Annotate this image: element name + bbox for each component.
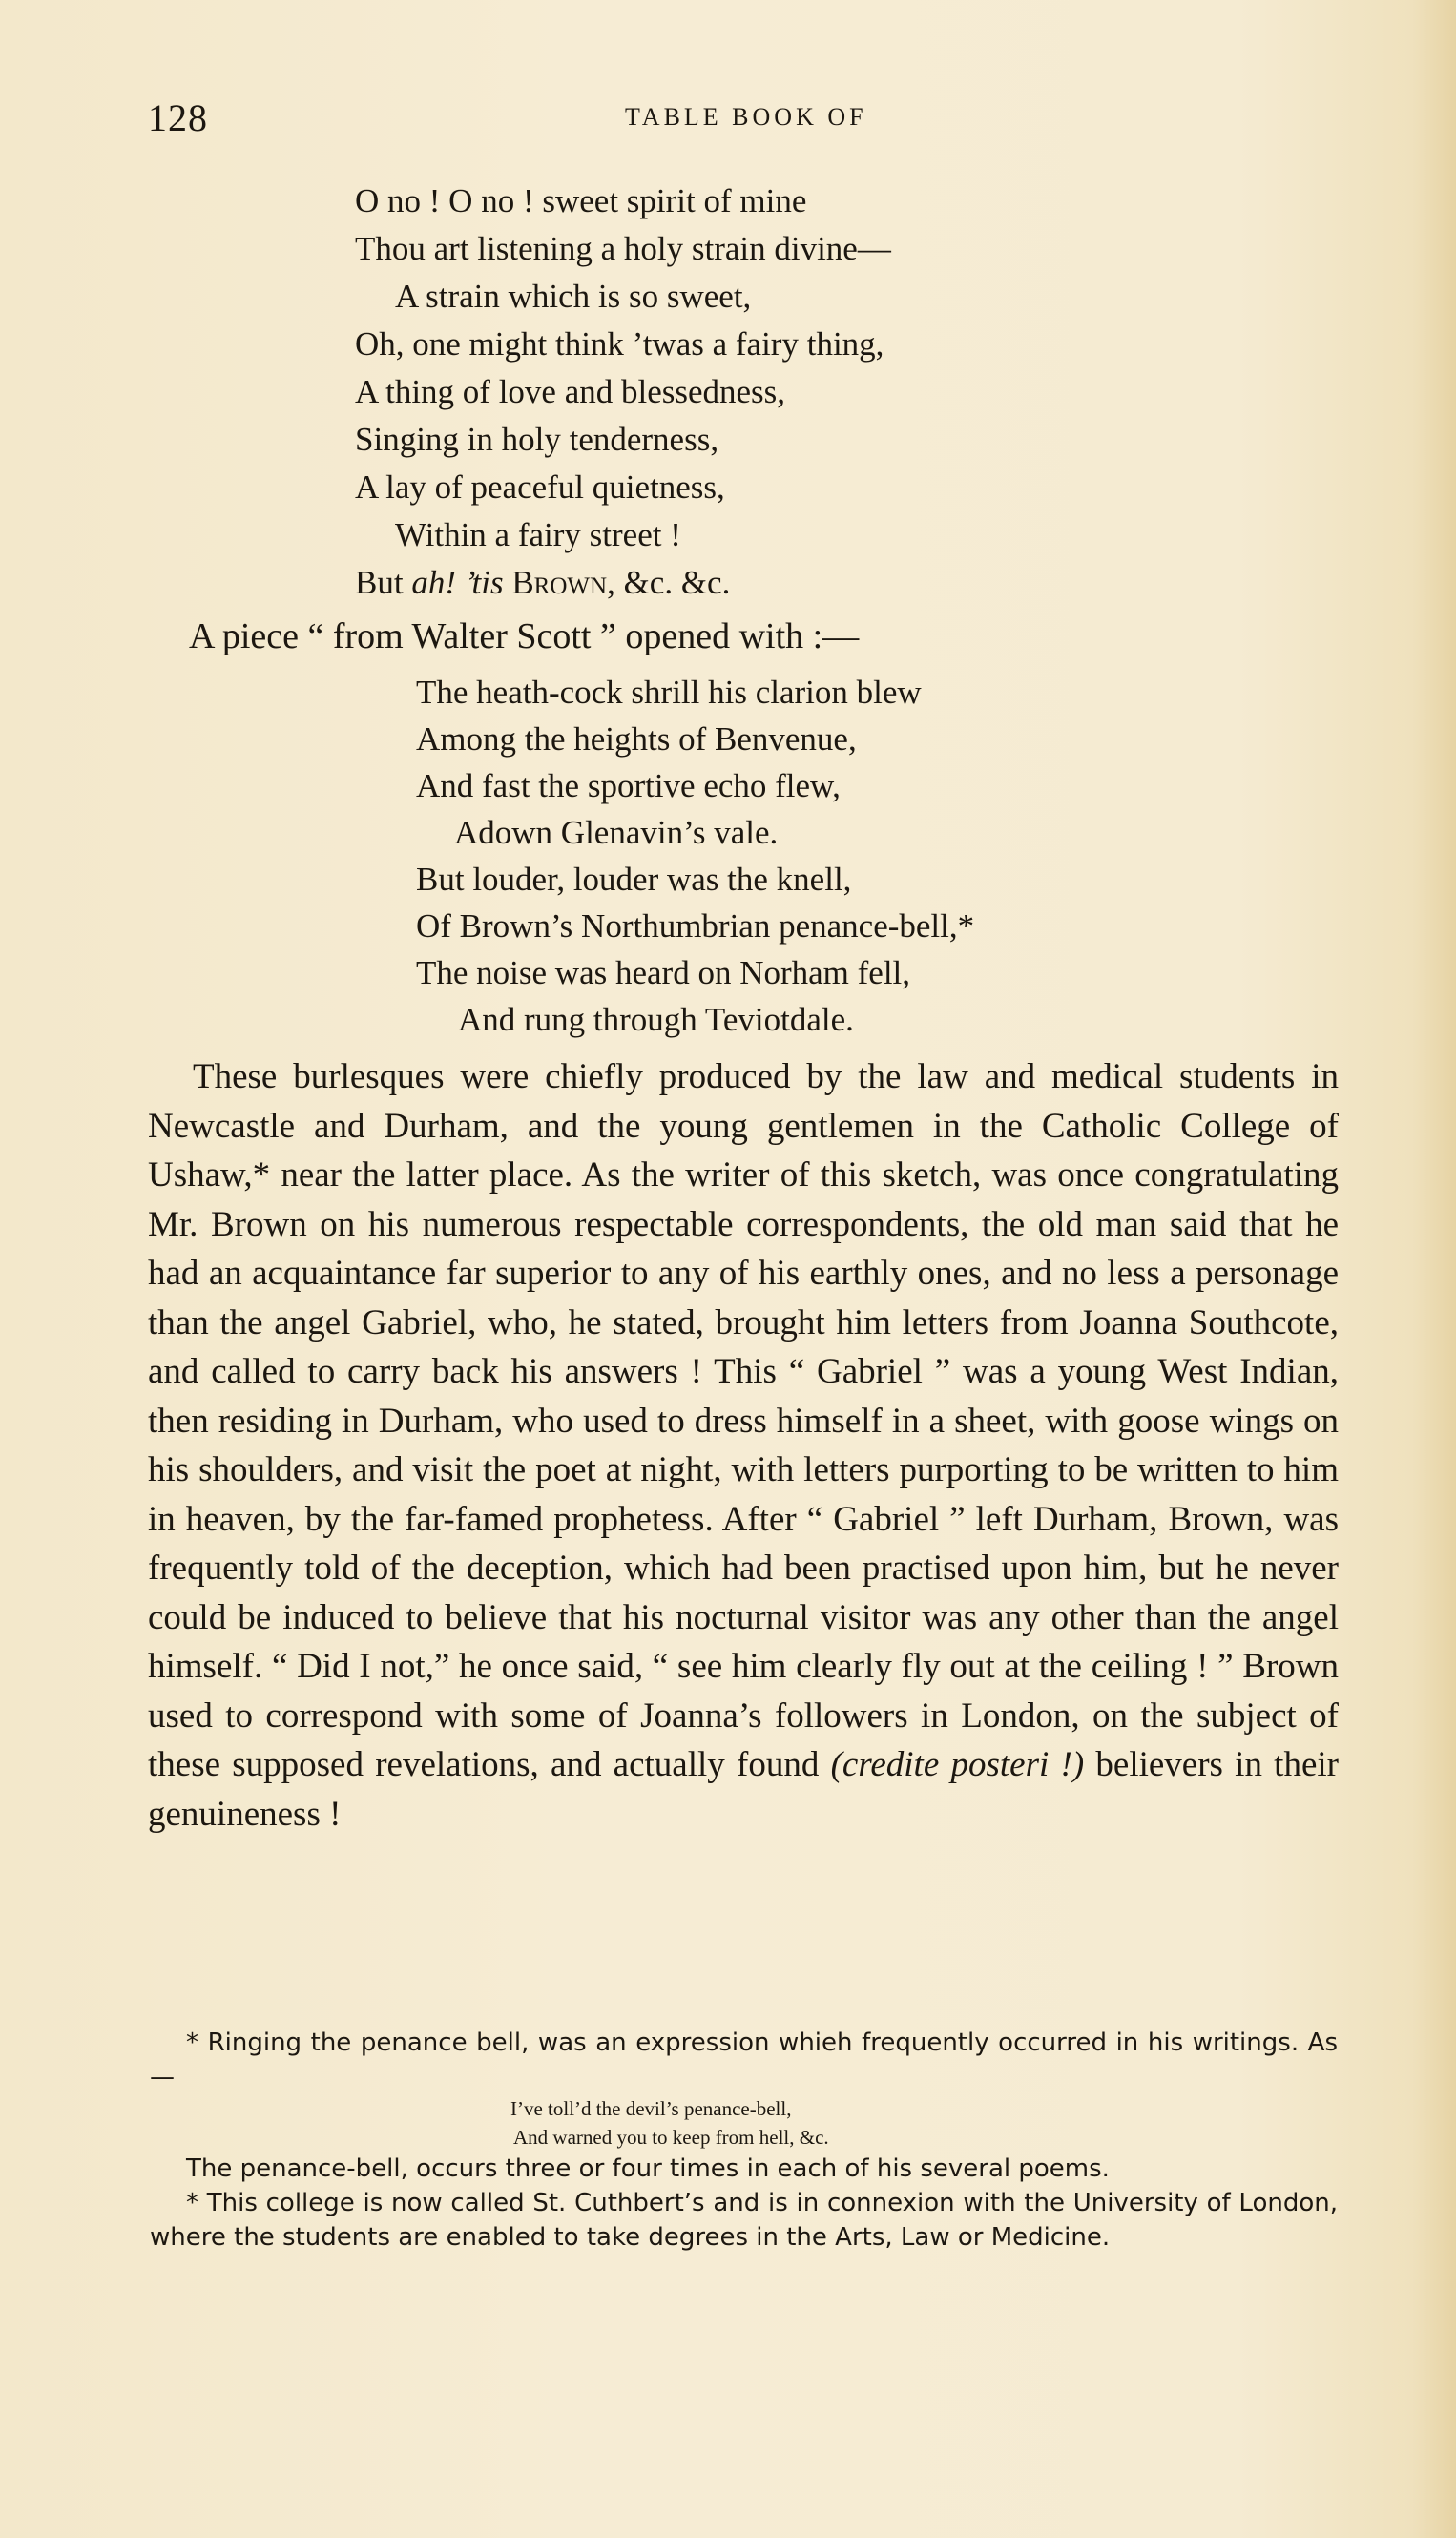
closing-name: Brown (511, 564, 608, 601)
verse-line: Of Brown’s Northumbrian penance-bell,* (416, 907, 975, 945)
verse-line: A thing of love and blessedness, (355, 373, 786, 410)
verse-line: O no ! O no ! sweet spirit of mine (355, 182, 807, 219)
running-title: TABLE BOOK OF (625, 103, 867, 131)
footnotes (150, 2026, 1338, 2255)
closing-pre: But (355, 564, 412, 601)
footnote-quote (150, 2094, 1338, 2152)
verse-line: A strain which is so sweet, (395, 278, 752, 315)
verse-line: Among the heights of Benvenue, (416, 720, 857, 758)
verse-line: Within a fairy street ! (395, 516, 681, 553)
footnote-1-continued: The penance-bell, occurs three or four times in each of his several poems. (186, 2154, 1110, 2183)
closing-italic: ah! ’tis (411, 564, 504, 601)
quote-line: And warned you to keep from hell, &c. (513, 2126, 829, 2149)
verse-line: Thou art listening a holy strain divine— (355, 230, 891, 267)
body-end-text: believers in their genuineness ! (148, 1745, 1339, 1834)
body-paragraph (148, 1052, 1339, 1839)
footnote-2: * This college is now called St. Cuthbert’s and is in connexion with the University of London, where the students are enabled to take degrees in the Arts, Law or Medicine. (150, 2189, 1338, 2252)
verse-line: But louder, louder was the knell, (416, 861, 852, 898)
body-main-text: These burlesques were chiefly produced by the law and medical students in Newcastle and Durham, and the young gentlemen in the Catholic College of Ushaw,* near the latter place. As the writer of this sketch, was once congratulating Mr. Brown on his numerous respectable correspondents, the old man said that he had an acquaintance far superior to any of his earthly ones, and no less a personage than the angel Gabriel, who, he stated, brought him letters from Joanna Southcote, and called to carry back his answers ! This “ Gabriel ” was a young West Indian, then residing in Durham, who used to dress himself in a sheet, with goose wings on his shoulders, and visit the poet at night, with letters purporting to be written to him in heaven, by the far-famed prophetess. After “ Gabriel ” left Durham, Brown, was frequently told of the deception, which had been practised upon him, but he never could be induced to believe that his nocturnal visitor was any other than the angel himself. “ Did I not,” he once said, “ see him clearly fly out at the ceiling ! ” Brown used to correspond with some of Joanna’s followers in London, on the subject of these supposed revelations, and actually found (148, 1057, 1339, 1784)
quote-line: I’ve toll’d the devil’s penance-bell, (510, 2097, 792, 2120)
verse-line: The heath-cock shrill his clarion blew (416, 674, 922, 711)
body-italic-text: (credite posteri !) (830, 1745, 1085, 1784)
closing-post: , &c. &c. (607, 564, 731, 601)
verse-line: A lay of peaceful quietness, (355, 468, 725, 506)
page-header (148, 95, 1341, 143)
intro-line: A piece “ from Walter Scott ” opened with :— (189, 616, 860, 656)
verse-line: Adown Glenavin’s vale. (454, 814, 779, 851)
verse-line: And rung through Teviotdale. (458, 1001, 854, 1038)
verse-line: And fast the sportive echo flew, (416, 767, 841, 804)
page-number: 128 (148, 96, 208, 139)
footnote-1: * Ringing the penance bell, was an expression whieh frequently occurred in his writings. As— (150, 2028, 1338, 2091)
verse-line: Singing in holy tenderness, (355, 421, 719, 458)
verse-closing-line (355, 566, 730, 599)
verse-line: The noise was heard on Norham fell, (416, 954, 911, 991)
verse-line: Oh, one might think ’twas a fairy thing, (355, 325, 884, 363)
